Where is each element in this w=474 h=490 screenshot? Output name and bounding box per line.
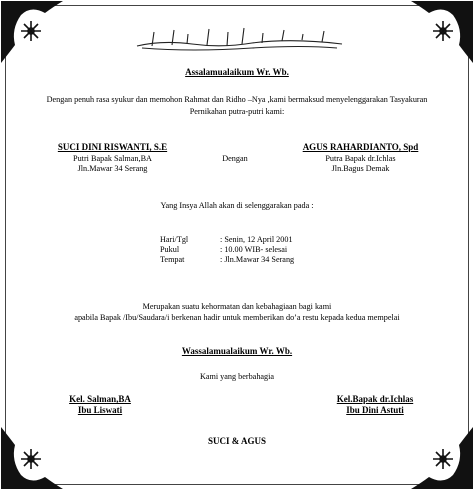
bride-parent: Putri Bapak Salman,BA — [73, 154, 152, 163]
family-left-name: Kel. Salman,BA — [69, 394, 131, 404]
schedule-value: : 10.00 WIB- selesai — [220, 245, 288, 254]
groom-name: AGUS RAHARDIANTO, Spd — [302, 142, 419, 152]
sender-intro: Kami yang berbahagia — [199, 372, 275, 381]
family-left-spouse: Ibu Liswati — [77, 405, 123, 415]
groom-parent: Putra Bapak dr.Ichlas — [325, 154, 396, 163]
intro-text-cont: Pernikahan putra-putri kami: — [189, 107, 285, 116]
schedule-value: : Jln.Mawar 34 Serang — [220, 255, 295, 264]
connector-word: Dengan — [222, 154, 248, 163]
snowflake-corner-icon — [1, 1, 63, 63]
family-right-name: Kel.Bapak dr.Ichlas — [336, 394, 414, 404]
honor-text: Merupakan suatu kehormatan dan kebahagiaan bagi kami — [142, 302, 332, 311]
event-intro: Yang Insya Allah akan di selenggarakan pada : — [160, 201, 314, 210]
honor-text-cont: apabila Bapak /Ibu/Saudara/i berkenan hadir untuk memberikan do’a restu kepada kedua mempelai — [74, 313, 400, 322]
schedule-row — [160, 235, 293, 244]
schedule-row — [160, 255, 294, 264]
closing-greeting: Wassalamualaikum Wr. Wb. — [181, 346, 293, 356]
family-right-spouse: Ibu Dini Astuti — [346, 405, 404, 415]
opening-greeting: Assalamualaikum Wr. Wb. — [185, 67, 289, 77]
schedule-row — [160, 245, 287, 254]
signature: SUCI & AGUS — [207, 436, 266, 446]
schedule-label: Pukul — [160, 245, 180, 254]
bride-name: SUCI DINI RISWANTI, S.E — [57, 142, 168, 152]
schedule-label: Hari/Tgl — [160, 235, 189, 244]
groom-address: Jln.Bagus Demak — [331, 164, 390, 173]
intro-text: Dengan penuh rasa syukur dan memohon Rahmat dan Ridho –Nya ,kami bermaksud menyelenggarakan Tasyakuran — [46, 95, 428, 104]
schedule-label: Tempat — [160, 255, 185, 264]
snowflake-corner-icon — [411, 1, 473, 63]
bismillah-calligraphy-icon — [132, 26, 347, 52]
bride-address: Jln.Mawar 34 Serang — [77, 164, 148, 173]
schedule-value: : Senin, 12 April 2001 — [220, 235, 293, 244]
